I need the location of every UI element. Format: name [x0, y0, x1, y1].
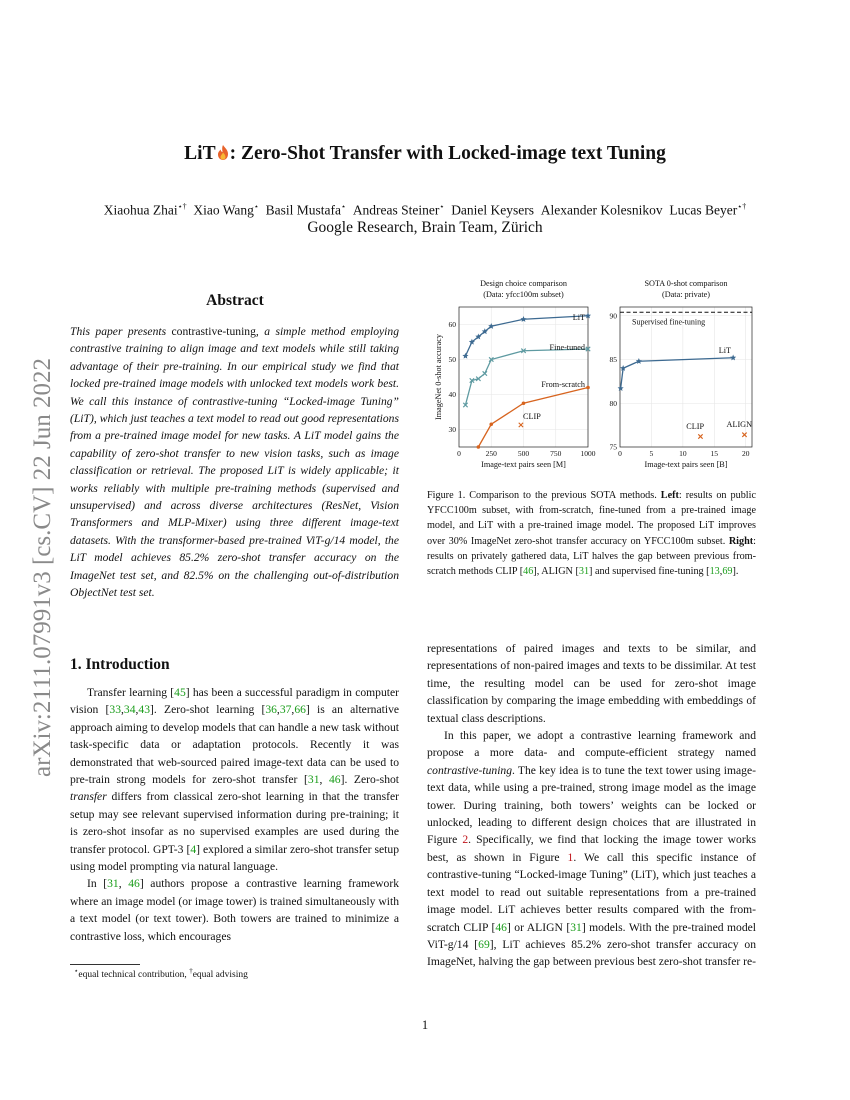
author-marks: ⋆† — [737, 202, 747, 211]
chart-design-choice — [434, 279, 596, 469]
text: ] is an alternative approach aiming to develop models that can handle a new task without task-specific data or adaptation protocols. Recently it was demonstrated that web-sourced paired image-text data can be used to pre-train strong models for zero-shot transfer [ — [70, 703, 400, 787]
caption-text: : results on public YFCC100m subset, with from-scratch, fine-tuned from a pre-trained image model, and LiT with a pre-trained image model. The proposed LiT improves over 30% ImageNet zero-shot transfer accuracy on YFCC100m subset. — [427, 490, 756, 547]
text: ] has been a successful paradigm in computer vision [ — [70, 686, 399, 717]
data-point — [489, 422, 493, 426]
text: ] explored a similar zero-shot transfer setup using model prompting via natural language. — [70, 842, 399, 874]
paragraph: Transfer learning [45] has been a successful paradigm in computer vision [33,34,43]. Zero-shot learning [36,37,66] is an alternative approach aiming to develop models that can handle a new task without task-specific data or adaptation protocols. Recently it was demonstrated that web-sourced paired image-text data can be used to pre-train strong models for zero-shot transfer [31, 46]. Zero-shot transfer differs from classical zero-shot learning in that the transfer setup may see relevant supervised information during pre-training; it is zero-shot insofar as no supervised examples are used during the transfer protocol. GPT-3 [4] explored a similar zero-shot transfer setup using model prompting via natural language. — [70, 686, 400, 874]
y-tick-label: 40 — [448, 390, 456, 399]
author-name: Alexander Kolesnikov — [540, 202, 663, 218]
point-label: ALIGN — [726, 420, 752, 429]
intro-body — [70, 684, 399, 945]
x-tick-label: 0 — [457, 449, 461, 458]
chart-title: Design choice comparison — [480, 279, 567, 288]
y-tick-label: 75 — [609, 442, 617, 452]
figure-ref-link[interactable]: 2 — [462, 833, 469, 847]
footnote-mark: ⋆ — [74, 967, 79, 975]
series-label: LiT — [572, 313, 585, 322]
author-name: Lucas Beyer — [669, 202, 738, 218]
data-point — [618, 385, 624, 391]
author-list — [0, 202, 850, 219]
footnote-text: equal advising — [192, 970, 248, 981]
text: . Specifically, we find that locking the image tower works best, as shown in Figure — [427, 833, 756, 864]
caption-text: ] and supervised fine-tuning [ — [589, 566, 710, 578]
data-point — [522, 401, 526, 405]
citation-link[interactable]: 31 — [570, 920, 582, 934]
author-name: Xiaohua Zhai — [103, 202, 178, 218]
series-lit — [618, 355, 737, 391]
series-label: From-scratch — [541, 380, 585, 389]
title-rest: : Zero-Shot Transfer with Locked-image text Tuning — [229, 143, 666, 164]
x-tick-label: 20 — [741, 449, 750, 458]
citation-link[interactable]: 46 — [128, 877, 140, 891]
x-tick-label: 5 — [649, 449, 654, 458]
footnote-mark: † — [189, 967, 193, 975]
point-clip — [698, 434, 702, 438]
series-label: Fine-tuned — [549, 343, 585, 352]
author-marks: ⋆ — [439, 202, 445, 211]
footnote — [74, 967, 248, 980]
citation-link[interactable]: 66 — [294, 703, 306, 717]
affiliation: Google Research, Brain Team, Zürich — [307, 219, 543, 236]
chart-sota — [610, 279, 753, 469]
caption-bold: Left — [660, 490, 679, 501]
abstract-term: contrastive-tuning — [171, 325, 256, 338]
citation-link[interactable]: 31 — [578, 566, 590, 578]
caption-text: ]. — [732, 566, 739, 578]
caption-bold: Right — [728, 535, 754, 547]
chart-subtitle: (Data: yfcc100m subset) — [483, 290, 564, 299]
author-marks: ⋆ — [341, 202, 347, 211]
x-tick-label: 750 — [550, 449, 562, 458]
x-tick-label: 10 — [679, 449, 687, 458]
x-tick-label: 1000 — [580, 449, 596, 458]
fire-icon — [216, 144, 230, 161]
figure-caption: Figure 1. Comparison to the previous SOTA methods. Left: results on public YFCC100m subset, with from-scratch, fine-tuned from a pre-trained image model, and LiT with a pre-trained image model. The proposed LiT improves over 30% ImageNet zero-shot transfer accuracy on YFCC100m subset. Right: results on privately gathered data, LiT halves the gap between previous from-scratch methods CLIP [46], ALIGN [31] and supervised fine-tuning [13,69]. — [427, 490, 756, 578]
text: . We call this specific instance of contrastive-tuning “Locked-image Tuning” (LiT), which just teaches a text model to read out suitable representations from a pre-trained image model. LiT achieves better results compared with the from-scratch CLIP [ — [427, 850, 756, 934]
footnote-rule — [70, 964, 140, 965]
citation-link[interactable]: 4 — [190, 842, 197, 856]
citation-link[interactable]: 46 — [495, 920, 507, 934]
y-tick-label: 80 — [609, 398, 617, 408]
abstract-part: This paper presents — [70, 325, 172, 338]
x-tick-label: 250 — [485, 449, 497, 458]
text: ]. Zero-shot — [340, 773, 400, 787]
data-point — [462, 353, 468, 359]
paragraph: In [31, 46] authors propose a contrastive learning framework where an image model (or image tower) is trained simultaneously with a text model (or text tower). Both towers are trained to minimize a contrastive loss, which encourages — [70, 877, 400, 943]
citation-link[interactable]: 69 — [722, 566, 733, 578]
reference-line-label: Supervised fine-tuning — [632, 317, 706, 327]
x-axis-label: Image-text pairs seen [B] — [644, 460, 728, 469]
citation-link[interactable]: 46 — [328, 773, 341, 787]
text: ] models. With the pre-trained model ViT-g/14 [ — [427, 920, 756, 951]
y-tick-label: 50 — [448, 355, 456, 364]
author-marks: ⋆ — [253, 202, 259, 211]
caption-text: ], ALIGN [ — [533, 566, 579, 578]
text: ]. Zero-shot learning [ — [150, 703, 266, 717]
abstract-body — [70, 323, 399, 602]
figure-1 — [425, 275, 760, 475]
chart-subtitle: (Data: private) — [662, 290, 710, 299]
point-label: CLIP — [523, 412, 541, 421]
section-heading: 1. Introduction — [70, 656, 170, 673]
author-name: Basil Mustafa — [265, 202, 342, 218]
title-lit: LiT — [184, 143, 216, 164]
citation-link[interactable]: 31 — [107, 877, 119, 891]
x-axis-label: Image-text pairs seen [M] — [481, 460, 566, 469]
citation-link[interactable]: 45 — [174, 686, 186, 699]
text: Transfer learning [ — [87, 686, 175, 699]
paper-title — [0, 143, 850, 165]
text-emph: transfer — [70, 790, 107, 804]
author-marks: ⋆† — [177, 202, 187, 211]
series-label: LiT — [718, 346, 731, 355]
author-name: Andreas Steiner — [352, 202, 440, 218]
text: ], LiT achieves 85.2% zero-shot transfer accuracy on ImageNet, halving the gap between previous best zero-shot transfer re- — [427, 937, 757, 969]
paragraph — [427, 727, 756, 971]
citation-link[interactable]: 31 — [307, 773, 320, 787]
footnote-text: equal technical contribution, — [78, 970, 190, 981]
text-emph: contrastive-tuning — [427, 763, 513, 777]
y-tick-label: 90 — [609, 311, 617, 321]
y-tick-label: 85 — [609, 355, 617, 364]
citation-link[interactable]: 43 — [138, 703, 151, 717]
caption-text: Figure 1. Comparison to the previous SOTA methods. — [427, 490, 661, 501]
point-label: CLIP — [686, 422, 704, 431]
abstract-part: , a simple method employing contrastive training to align image and text models while still taking advantage of their pre-training. In our empirical study we find that locked pre-trained image models with unlocked text models work best. We call this instance of contrastive-tuning “Locked-image Tuning” (LiT), which just teaches a text model to read out good representations from a pre-trained image model for new tasks. A LiT model gains the capability of zero-shot transfer to new vision tasks, such as image classification or retrieval. The proposed LiT is widely applicable; it works reliably with multiple pre-training methods (supervised and unsupervised) and across diverse architectures (ResNet, Vision Transformers and MLP-Mixer) using three different image-text datasets. With the transformer-based pre-trained ViT-g/14 model, the LiT model achieves 85.2% zero-shot transfer accuracy on the ImageNet test set, and 82.5% on the challenging out-of-distribution ObjectNet test set. — [70, 325, 399, 600]
series-fine-tuned — [463, 347, 590, 407]
citation-link[interactable]: 37 — [279, 703, 292, 717]
arxiv-stamp — [6, 290, 70, 780]
chart-title: SOTA 0-shot comparison — [644, 279, 728, 288]
y-tick-label: 60 — [448, 320, 456, 329]
paragraph: representations of paired images and texts to be similar, and representations of non-paired images and texts to be dissimilar. At test time, the resulting model can be used for zero-shot image classification by comparing the image embedding with embeddings of textual class descriptions. — [427, 642, 756, 725]
citation-link[interactable]: 34 — [123, 703, 136, 717]
right-column-body — [427, 640, 756, 971]
citation-link[interactable]: 36 — [265, 703, 277, 717]
data-point — [586, 386, 590, 390]
text: ] authors propose a contrastive learning framework where an image model (or image tower) is trained simultaneously with a text model (or text tower). Both towers are trained to minimize a contrastive loss, which encourages — [70, 877, 400, 943]
data-point — [477, 445, 481, 449]
figure-ref-link[interactable]: 1 — [567, 850, 574, 864]
y-axis-label: ImageNet 0-shot accuracy — [434, 334, 443, 420]
point-clip — [519, 423, 523, 427]
caption-text: : results on privately gathered data, LiT halves the gap between previous from-scratch methods CLIP [ — [427, 535, 756, 578]
y-tick-label: 30 — [448, 425, 456, 434]
x-tick-label: 500 — [517, 449, 530, 458]
citation-link[interactable]: 69 — [478, 937, 490, 951]
text: ] or ALIGN [ — [506, 920, 571, 934]
author-name: Xiao Wang — [193, 202, 254, 218]
abstract-heading: Abstract — [206, 292, 264, 309]
text: . The key idea is to tune the text tower using image-text data, while using a pre-trained, strong image model as the image tower. During training, both towers’ weights can be locked or unlocked, leading to different design choices that are illustrated in Figure — [427, 763, 756, 847]
data-point — [636, 358, 642, 364]
citation-link[interactable]: 13 — [709, 566, 720, 578]
series-line — [465, 349, 588, 405]
author-name: Daniel Keysers — [451, 202, 535, 218]
x-tick-label: 15 — [710, 449, 719, 458]
citation-link[interactable]: 33 — [109, 703, 122, 717]
page-number: 1 — [421, 1018, 429, 1032]
arxiv-identifier: arXiv:2111.07991v3 [cs.CV] 22 Jun 2022 — [29, 358, 56, 777]
text: In this paper, we adopt a contrastive learning framework and propose a more data- and compute-efficient strategy named — [427, 729, 756, 760]
text: In [ — [87, 877, 108, 891]
x-tick-label: 0 — [618, 449, 622, 458]
citation-link[interactable]: 46 — [523, 566, 534, 578]
text: differs from classical zero-shot learning in that the transfer setup may see relevant supervised information during pre-training; it is zero-shot insofar as no supervised examples are used during the transfer protocol. GPT-3 [ — [70, 790, 399, 856]
